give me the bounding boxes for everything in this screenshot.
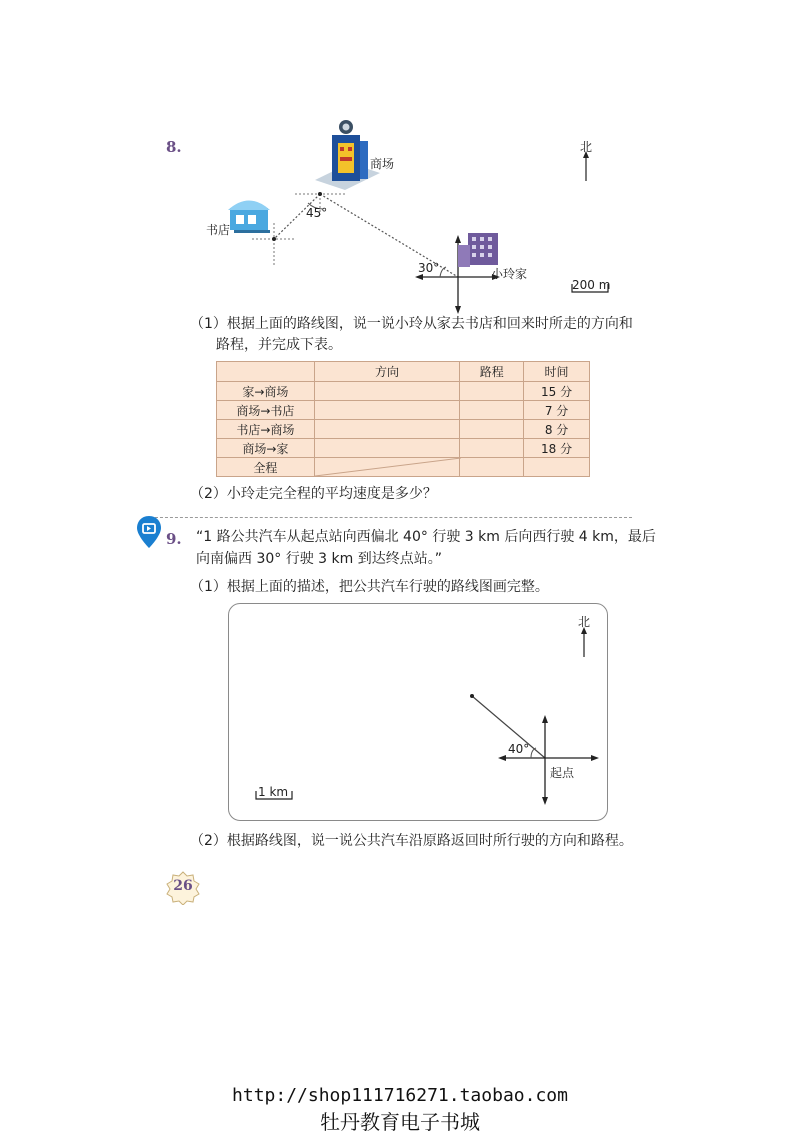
footer-url[interactable]: http://shop111716271.taobao.com <box>232 1085 568 1106</box>
angle-45: 45° <box>306 206 328 220</box>
table-row <box>217 458 590 477</box>
scale-label: 200 m <box>572 278 611 292</box>
north-label: 北 <box>580 140 593 154</box>
scale-label: 1 km <box>258 785 289 799</box>
label-mall: 商场 <box>370 157 395 171</box>
row-route: 全程 <box>217 458 315 477</box>
table-row <box>217 420 590 439</box>
header-time: 时间 <box>524 362 590 382</box>
row-route: 家→商场 <box>217 382 315 401</box>
row-route: 商场→家 <box>217 439 315 458</box>
north-label: 北 <box>578 615 591 629</box>
row-distance[interactable] <box>460 458 524 477</box>
row-distance[interactable] <box>460 382 524 401</box>
row-direction[interactable] <box>314 420 460 439</box>
row-time: 7 分 <box>524 401 590 420</box>
start-label: 起点 <box>550 766 575 780</box>
row-route: 书店→商场 <box>217 420 315 439</box>
question-9-number: 9. <box>166 530 182 548</box>
row-direction-total[interactable] <box>314 458 460 477</box>
row-direction[interactable] <box>314 382 460 401</box>
section-divider <box>150 517 632 518</box>
row-distance[interactable] <box>460 420 524 439</box>
diagonal-line <box>315 458 461 476</box>
q8-part1-line1: （1）根据上面的路线图，说一说小玲从家去书店和回来时所走的方向和 <box>190 316 633 332</box>
row-time: 15 分 <box>524 382 590 401</box>
table-row <box>217 439 590 458</box>
table-header-row <box>217 362 590 382</box>
row-time <box>524 458 590 477</box>
question-8-number: 8. <box>166 138 182 156</box>
bookstore-building-icon <box>228 201 270 234</box>
row-time: 18 分 <box>524 439 590 458</box>
q9-part2: （2）根据路线图，说一说公共汽车沿原路返回时所行驶的方向和路程。 <box>190 833 633 849</box>
label-home: 小玲家 <box>491 267 528 281</box>
angle-40: 40° <box>508 742 530 756</box>
header-route <box>217 362 315 382</box>
table-row <box>217 382 590 401</box>
q9-quote-line2: 向南偏西 30° 行驶 3 km 到达终点站。” <box>196 551 442 567</box>
label-bookstore: 书店 <box>206 223 231 237</box>
row-distance[interactable] <box>460 401 524 420</box>
video-pin-icon[interactable] <box>136 515 162 549</box>
q8-part1-line2: 路程，并完成下表。 <box>216 337 342 353</box>
table-row <box>217 401 590 420</box>
row-distance[interactable] <box>460 439 524 458</box>
row-direction[interactable] <box>314 439 460 458</box>
row-route: 商场→书店 <box>217 401 315 420</box>
q8-route-map <box>190 115 620 315</box>
header-direction: 方向 <box>314 362 460 382</box>
route-table <box>216 361 590 477</box>
q9-part1: （1）根据上面的描述，把公共汽车行驶的路线图画完整。 <box>190 579 549 595</box>
row-direction[interactable] <box>314 401 460 420</box>
q8-part2: （2）小玲走完全程的平均速度是多少？ <box>190 486 437 502</box>
footer-store-name: 牡丹教育电子书城 <box>320 1110 480 1134</box>
page-number: 26 <box>173 878 193 894</box>
home-building-icon <box>458 233 498 267</box>
header-distance: 路程 <box>460 362 524 382</box>
angle-30: 30° <box>418 261 440 275</box>
q9-quote-line1: “1 路公共汽车从起点站向西偏北 40° 行驶 3 km 后向西行驶 4 km，最后 <box>196 529 656 545</box>
row-time: 8 分 <box>524 420 590 439</box>
